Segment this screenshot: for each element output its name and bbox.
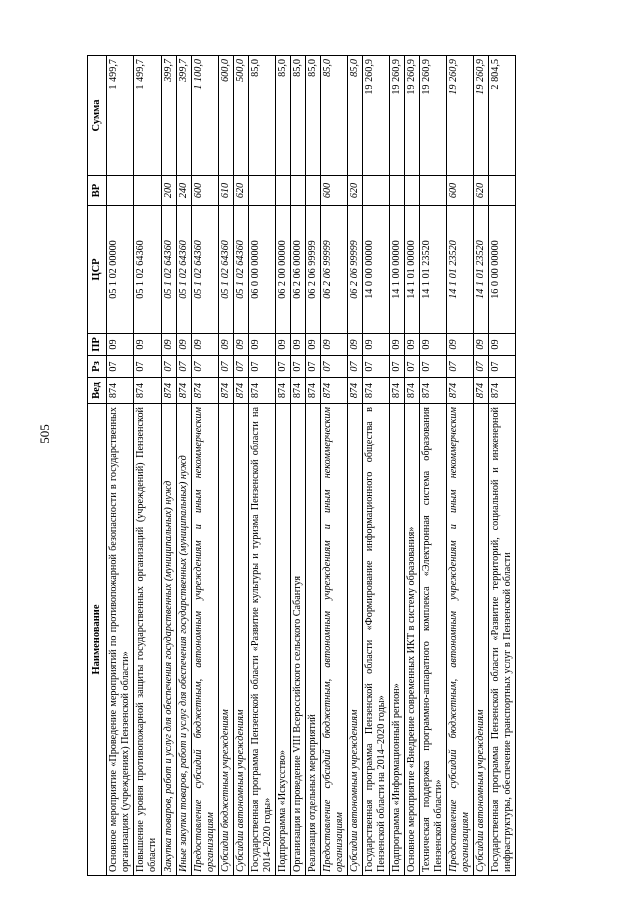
cell-ved: 874: [320, 378, 347, 404]
cell-pr: 09: [405, 334, 420, 356]
cell-rz: 07: [233, 356, 248, 378]
cell-pr: 09: [275, 334, 290, 356]
cell-ved: 874: [233, 378, 248, 404]
cell-csr: 14 1 01 23520: [474, 206, 489, 334]
table-row: [176, 56, 191, 876]
cell-name: Предоставление субсидий бюджетным, автономным учреждениям и иным некоммерческим организациям: [320, 404, 347, 876]
cell-name: Субсидии автономным учреждениям: [474, 404, 489, 876]
cell-sum: 85,0: [320, 56, 347, 176]
cell-ved: 874: [347, 378, 362, 404]
cell-sum: 85,0: [305, 56, 320, 176]
table-row: [347, 56, 362, 876]
header-rz: Рз: [88, 356, 107, 378]
cell-vr: [489, 176, 516, 206]
cell-vr: 620: [347, 176, 362, 206]
cell-rz: 07: [161, 356, 176, 378]
cell-ved: 874: [107, 378, 134, 404]
table-row: [474, 56, 489, 876]
cell-ved: 874: [134, 378, 161, 404]
cell-pr: 09: [474, 334, 489, 356]
cell-sum: 600,0: [218, 56, 233, 176]
cell-rz: 07: [176, 356, 191, 378]
cell-rz: 07: [275, 356, 290, 378]
cell-ved: 874: [305, 378, 320, 404]
cell-name: Государственная программа Пензенской области «Формирование информационного общества в Пензенской области на 2014–2020 годы»: [362, 404, 389, 876]
cell-pr: 09: [290, 334, 305, 356]
cell-vr: 600: [191, 176, 218, 206]
cell-vr: 240: [176, 176, 191, 206]
cell-name: Техническая поддержка программно-аппаратного комплекса «Электронная система образования Пензенской области»: [420, 404, 447, 876]
cell-sum: 399,7: [161, 56, 176, 176]
cell-csr: 14 1 01 23520: [447, 206, 474, 334]
cell-rz: 07: [405, 356, 420, 378]
cell-rz: 07: [347, 356, 362, 378]
cell-vr: [107, 176, 134, 206]
table-header: [88, 56, 107, 876]
cell-csr: 14 0 00 00000: [362, 206, 389, 334]
cell-rz: 07: [305, 356, 320, 378]
table-row: [191, 56, 218, 876]
cell-rz: 07: [218, 356, 233, 378]
cell-sum: 85,0: [347, 56, 362, 176]
cell-csr: 14 1 00 00000: [390, 206, 405, 334]
cell-pr: 09: [362, 334, 389, 356]
cell-sum: 500,0: [233, 56, 248, 176]
cell-pr: 09: [161, 334, 176, 356]
cell-sum: 19 260,9: [420, 56, 447, 176]
table-row: [420, 56, 447, 876]
table-row: [290, 56, 305, 876]
cell-pr: 09: [347, 334, 362, 356]
cell-sum: 1 100,0: [191, 56, 218, 176]
table-row: [390, 56, 405, 876]
cell-csr: 05 1 02 00000: [107, 206, 134, 334]
cell-csr: 06 2 00 00000: [275, 206, 290, 334]
cell-rz: 07: [107, 356, 134, 378]
cell-vr: [134, 176, 161, 206]
table-row: [233, 56, 248, 876]
cell-name: Реализация отдельных мероприятий: [305, 404, 320, 876]
cell-pr: 09: [305, 334, 320, 356]
table-row: [447, 56, 474, 876]
cell-pr: 09: [390, 334, 405, 356]
cell-sum: 85,0: [248, 56, 275, 176]
header-pr: ПР: [88, 334, 107, 356]
cell-name: Основное мероприятие «Проведение мероприятий по противопожарной безопасности в государственных организациях (учреждениях) Пензенской области»: [107, 404, 134, 876]
cell-rz: 07: [191, 356, 218, 378]
cell-name: Организация и проведение VIII Всероссийского сельского Сабантуя: [290, 404, 305, 876]
cell-vr: [305, 176, 320, 206]
header-ved: Вед: [88, 378, 107, 404]
cell-sum: 19 260,9: [405, 56, 420, 176]
budget-table: [87, 55, 516, 876]
cell-csr: 05 1 02 64360: [191, 206, 218, 334]
cell-csr: 14 1 01 00000: [405, 206, 420, 334]
cell-sum: 85,0: [275, 56, 290, 176]
cell-csr: 05 1 02 64360: [233, 206, 248, 334]
cell-name: Предоставление субсидий бюджетным, автономным учреждениям и иным некоммерческим организациям: [447, 404, 474, 876]
cell-ved: 874: [290, 378, 305, 404]
cell-rz: 07: [474, 356, 489, 378]
cell-name: Предоставление субсидий бюджетным, автономным учреждениям и иным некоммерческим организациям: [191, 404, 218, 876]
cell-name: Государственная программа Пензенской области «Развитие территорий, социальной и инженерной инфраструктуры, обеспечение транспортных услуг в Пензенской области: [489, 404, 516, 876]
table-body: [107, 56, 516, 876]
cell-vr: [362, 176, 389, 206]
cell-pr: 09: [134, 334, 161, 356]
cell-name: Иные закупки товаров, работ и услуг для обеспечения государственных (муниципальных) нужд: [176, 404, 191, 876]
cell-name: Субсидии автономным учреждениям: [233, 404, 248, 876]
page-number-text: 505: [37, 424, 52, 444]
cell-name: Субсидии автономным учреждениям: [347, 404, 362, 876]
cell-sum: 19 260,9: [447, 56, 474, 176]
cell-csr: 06 2 06 99999: [305, 206, 320, 334]
cell-csr: 06 0 00 00000: [248, 206, 275, 334]
cell-sum: 1 499,7: [107, 56, 134, 176]
cell-pr: 09: [248, 334, 275, 356]
cell-name: Подпрограмма «Искусство»: [275, 404, 290, 876]
cell-name: Закупка товаров, работ и услуг для обеспечения государственных (муниципальных) нужд: [161, 404, 176, 876]
table-row: [405, 56, 420, 876]
cell-name: Подпрограмма «Информационный регион»: [390, 404, 405, 876]
table-row: [362, 56, 389, 876]
cell-vr: 620: [233, 176, 248, 206]
rotated-table-container: [87, 56, 516, 876]
cell-sum: 19 260,9: [474, 56, 489, 176]
cell-ved: 874: [474, 378, 489, 404]
cell-pr: 09: [447, 334, 474, 356]
cell-rz: 07: [489, 356, 516, 378]
cell-vr: 600: [320, 176, 347, 206]
cell-ved: 874: [218, 378, 233, 404]
table-row: [218, 56, 233, 876]
table-row: [320, 56, 347, 876]
header-sum: Сумма: [88, 56, 107, 176]
cell-pr: 09: [233, 334, 248, 356]
cell-vr: [405, 176, 420, 206]
cell-vr: [248, 176, 275, 206]
cell-vr: [420, 176, 447, 206]
cell-vr: [390, 176, 405, 206]
header-name: Наименование: [88, 404, 107, 876]
header-row: [88, 56, 107, 876]
table-row: [248, 56, 275, 876]
page-number: [30, 414, 60, 454]
cell-csr: 06 2 06 99999: [320, 206, 347, 334]
cell-pr: 09: [176, 334, 191, 356]
cell-ved: 874: [405, 378, 420, 404]
table-row: [489, 56, 516, 876]
cell-vr: [275, 176, 290, 206]
cell-name: Повышение уровня противопожарной защиты государственных организаций (учреждений) Пензенской области: [134, 404, 161, 876]
cell-rz: 07: [134, 356, 161, 378]
cell-ved: 874: [191, 378, 218, 404]
cell-ved: 874: [420, 378, 447, 404]
cell-rz: 07: [320, 356, 347, 378]
cell-vr: 200: [161, 176, 176, 206]
cell-rz: 07: [362, 356, 389, 378]
cell-pr: 09: [489, 334, 516, 356]
cell-ved: 874: [248, 378, 275, 404]
cell-sum: 19 260,9: [362, 56, 389, 176]
cell-pr: 09: [218, 334, 233, 356]
cell-rz: 07: [420, 356, 447, 378]
cell-sum: 2 804,5: [489, 56, 516, 176]
cell-vr: 620: [474, 176, 489, 206]
table-row: [305, 56, 320, 876]
cell-sum: 399,7: [176, 56, 191, 176]
cell-csr: 05 1 02 64360: [161, 206, 176, 334]
header-csr: ЦСР: [88, 206, 107, 334]
cell-rz: 07: [447, 356, 474, 378]
cell-vr: 610: [218, 176, 233, 206]
cell-ved: 874: [275, 378, 290, 404]
cell-rz: 07: [290, 356, 305, 378]
cell-pr: 09: [420, 334, 447, 356]
cell-ved: 874: [176, 378, 191, 404]
cell-sum: 1 499,7: [134, 56, 161, 176]
cell-pr: 09: [191, 334, 218, 356]
cell-ved: 874: [489, 378, 516, 404]
cell-pr: 09: [320, 334, 347, 356]
cell-csr: 06 2 06 00000: [290, 206, 305, 334]
cell-sum: 19 260,9: [390, 56, 405, 176]
table-row: [275, 56, 290, 876]
cell-pr: 09: [107, 334, 134, 356]
cell-rz: 07: [390, 356, 405, 378]
cell-vr: 600: [447, 176, 474, 206]
cell-vr: [290, 176, 305, 206]
cell-csr: 05 1 02 64360: [134, 206, 161, 334]
cell-csr: 05 1 02 64360: [176, 206, 191, 334]
table-row: [161, 56, 176, 876]
cell-rz: 07: [248, 356, 275, 378]
cell-name: Государственная программа Пензенской области «Развитие культуры и туризма Пензенской области на 2014–2020 годы»: [248, 404, 275, 876]
cell-csr: 14 1 01 23520: [420, 206, 447, 334]
cell-ved: 874: [447, 378, 474, 404]
header-vr: ВР: [88, 176, 107, 206]
cell-sum: 85,0: [290, 56, 305, 176]
table-row: [134, 56, 161, 876]
table-row: [107, 56, 134, 876]
cell-csr: 16 0 00 00000: [489, 206, 516, 334]
cell-name: Субсидии бюджетным учреждениям: [218, 404, 233, 876]
cell-ved: 874: [390, 378, 405, 404]
cell-name: Основное мероприятие «Внедрение современных ИКТ в систему образования»: [405, 404, 420, 876]
cell-ved: 874: [161, 378, 176, 404]
cell-csr: 05 1 02 64360: [218, 206, 233, 334]
cell-csr: 06 2 06 99999: [347, 206, 362, 334]
cell-ved: 874: [362, 378, 389, 404]
